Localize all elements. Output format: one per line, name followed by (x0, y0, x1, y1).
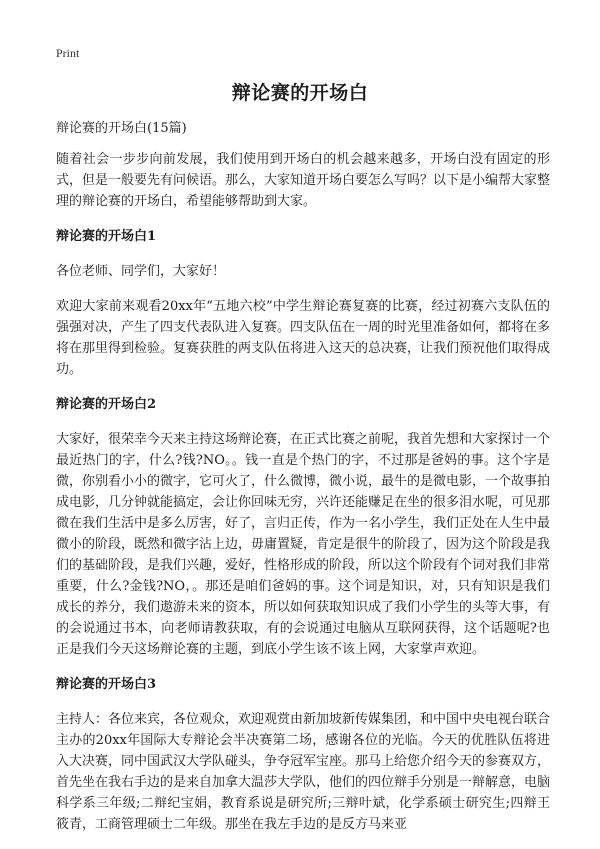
section-heading-1: 辩论赛的开场白1 (56, 229, 157, 244)
section-2-paragraph-1: 大家好，很荣幸今天来主持这场辩论赛，在正式比赛之前呢，我首先想和大家探讨一个最近热门的字，什么?钱?NO。。钱一直是个热门的字，不过那是爸妈的事。这个字是微，你别看小小的微字，它可火了，什么微博，微小说，最牛的是微电影，一个故事拍成电影，几分钟就能搞定，会让你回味无穷，兴许还能赚足在坐的很多泪水呢，可见那微在我们生活中是多么厉害，好了，言归正传，作为一名小学生，我们正处在人生中最微小的阶段，既然和微字沾上边，毋庸置疑，肯定是很牛的阶段了，因为这个阶段是我们的基础阶段，是我们兴趣，爱好，性格形成的阶段，所以这个阶段有个词对我们非常重要，什么?金钱?NO，。那还是咱们爸妈的事。这个词是知识，对，只有知识是我们成长的养分，我们遨游未来的资本，所以如何获取知识成了我们小学生的头等大事，有的会说通过书本，向老师请教获取，有的会说通过电脑从互联网获得，这个话题呢?也正是我们今天这场辩论赛的主题，到底小学生该不该上网，大家掌声欢迎。 (56, 432, 551, 657)
section-3-paragraph-1: 主持人：各位来宾，各位观众，欢迎观赏由新加坡新传媒集团，和中国中央电视台联合主办的20xx年国际大专辩论会半决赛第二场，感谢各位的光临。今天的优胜队伍将进入大决赛，同中国武汉大学队碰头，争夺冠军宝座。那马上给您介绍今天的参赛双方，首先坐在我右手边的是来自加拿大温莎大学队，他们的四位辩手分别是一辩解意，电脑科学系三年级;二辩纪宝娟，教育系说是研究所;三辩叶斌，化学系硕士研究生;四辩王筱青，工商管理硕士二年级。那坐在我左手边的是反方马来亚 (56, 712, 551, 832)
document-body (56, 118, 550, 849)
page-title: 辩论赛的开场白 (231, 82, 369, 104)
section-heading-2: 辩论赛的开场白2 (56, 397, 157, 412)
section-heading-3: 辩论赛的开场白3 (56, 677, 157, 692)
print-link[interactable]: Print (56, 46, 80, 60)
section-1-paragraph-1: 各位老师、同学们，大家好！ (56, 264, 226, 279)
document-subtitle: 辩论赛的开场白(15篇) (56, 121, 187, 136)
section-1-paragraph-2: 欢迎大家前来观看20xx年“五地六校”中学生辩论赛复赛的比赛，经过初赛六支队伍的强强对决，产生了四支代表队进入复赛。四支队伍在一周的时光里准备如何，都将在多将在那里得到检验。复赛获胜的两支队伍将进入这天的总决赛，让我们预祝他们取得成功。 (56, 299, 551, 377)
intro-paragraph: 随着社会一步步向前发展，我们使用到开场白的机会越来越多，开场白没有固定的形式，但是一般要先有问候语。那么，大家知道开场白要怎么写吗？以下是小编帮大家整理的辩论赛的开场白，希望能够帮助到大家。 (56, 152, 551, 209)
